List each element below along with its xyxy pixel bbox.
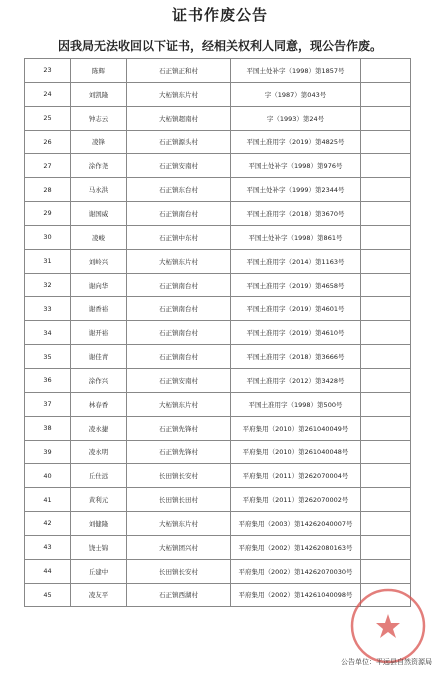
holder-name: 谢佳青 <box>71 345 127 369</box>
address: 石正镇南台村 <box>127 321 231 345</box>
table-row <box>25 440 411 464</box>
address: 石正镇安南村 <box>127 368 231 392</box>
table-row <box>25 345 411 369</box>
holder-name: 马永洪 <box>71 178 127 202</box>
row-number: 33 <box>25 297 71 321</box>
holder-name: 凌锋 <box>71 130 127 154</box>
certificate-number: 平府集用（2010）第261040048号 <box>231 440 361 464</box>
address: 石正镇中东村 <box>127 225 231 249</box>
address: 大柘镇东片村 <box>127 82 231 106</box>
issuing-authority: 公告单位：平远县自然资源局 <box>341 658 432 666</box>
address: 大柘镇东片村 <box>127 392 231 416</box>
holder-name: 涂作兴 <box>71 368 127 392</box>
remarks <box>361 225 411 249</box>
address: 长田镇长安村 <box>127 464 231 488</box>
row-number: 24 <box>25 82 71 106</box>
table-row <box>25 130 411 154</box>
address: 石正镇南台村 <box>127 273 231 297</box>
holder-name: 凌永捷 <box>71 416 127 440</box>
remarks <box>361 512 411 536</box>
holder-name: 丘建中 <box>71 559 127 583</box>
address: 大柘镇东片村 <box>127 512 231 536</box>
row-number: 31 <box>25 249 71 273</box>
holder-name: 钟志云 <box>71 106 127 130</box>
address: 石正镇东台村 <box>127 178 231 202</box>
certificate-number: 平国土准用字（2014）第1163号 <box>231 249 361 273</box>
certificate-number: 平国土准用字（2012）第3428号 <box>231 368 361 392</box>
row-number: 40 <box>25 464 71 488</box>
certificate-number: 字（1993）第24号 <box>231 106 361 130</box>
holder-name: 谢开裕 <box>71 321 127 345</box>
table-row <box>25 154 411 178</box>
remarks <box>361 273 411 297</box>
official-seal-stamp <box>348 586 428 666</box>
address: 长田镇长安村 <box>127 559 231 583</box>
table-row <box>25 512 411 536</box>
row-number: 45 <box>25 583 71 607</box>
remarks <box>361 321 411 345</box>
address: 石正镇南台村 <box>127 202 231 226</box>
table-row <box>25 59 411 83</box>
remarks <box>361 154 411 178</box>
address: 石正镇安南村 <box>127 154 231 178</box>
page-title: 证书作废公告 <box>171 6 268 24</box>
row-number: 41 <box>25 488 71 512</box>
holder-name: 刘岭兴 <box>71 249 127 273</box>
table-row <box>25 321 411 345</box>
certificate-number: 平国土准用字（1998）第500号 <box>231 392 361 416</box>
remarks <box>361 416 411 440</box>
row-number: 26 <box>25 130 71 154</box>
row-number: 34 <box>25 321 71 345</box>
holder-name: 丘仕远 <box>71 464 127 488</box>
table-row <box>25 464 411 488</box>
certificate-number: 平府集用（2002）第14262080163号 <box>231 535 361 559</box>
certificate-number: 平国土处补字（1998）第1857号 <box>231 59 361 83</box>
remarks <box>361 345 411 369</box>
announcement-text: 因我局无法收回以下证书，经相关权利人同意，现公告作废。 <box>57 39 382 53</box>
table-row <box>25 559 411 583</box>
remarks <box>361 178 411 202</box>
address: 石正镇正和村 <box>127 59 231 83</box>
holder-name: 凌峻 <box>71 225 127 249</box>
holder-name: 黄利元 <box>71 488 127 512</box>
holder-name: 林春香 <box>71 392 127 416</box>
row-number: 42 <box>25 512 71 536</box>
address: 石正镇先锋村 <box>127 440 231 464</box>
certificate-number: 平国土准用字（2019）第4601号 <box>231 297 361 321</box>
certificate-number: 平国土准用字（2018）第3670号 <box>231 202 361 226</box>
holder-name: 饶士锦 <box>71 535 127 559</box>
row-number: 44 <box>25 559 71 583</box>
remarks <box>361 559 411 583</box>
certificate-number: 平府集用（2011）第262070004号 <box>231 464 361 488</box>
certificate-number: 平国土准用字（2018）第3666号 <box>231 345 361 369</box>
holder-name: 刘凯隆 <box>71 82 127 106</box>
remarks <box>361 59 411 83</box>
row-number: 35 <box>25 345 71 369</box>
address: 石正镇南台村 <box>127 297 231 321</box>
remarks <box>361 464 411 488</box>
certificate-number: 平国土准用字（2019）第4825号 <box>231 130 361 154</box>
row-number: 27 <box>25 154 71 178</box>
table-row <box>25 82 411 106</box>
remarks <box>361 249 411 273</box>
certificate-number: 平府集用（2003）第14262040007号 <box>231 512 361 536</box>
row-number: 36 <box>25 368 71 392</box>
address: 石正镇西湖村 <box>127 583 231 607</box>
table-row <box>25 249 411 273</box>
certificate-number: 平府集用（2002）第14262070030号 <box>231 559 361 583</box>
holder-name: 谢国威 <box>71 202 127 226</box>
row-number: 28 <box>25 178 71 202</box>
holder-name: 陈辉 <box>71 59 127 83</box>
remarks <box>361 202 411 226</box>
address: 石正镇源头村 <box>127 130 231 154</box>
certificate-number: 平国土处补字（1998）第976号 <box>231 154 361 178</box>
holder-name: 谢香裕 <box>71 297 127 321</box>
address: 大柘镇东片村 <box>127 249 231 273</box>
table-row <box>25 297 411 321</box>
table-row <box>25 225 411 249</box>
row-number: 43 <box>25 535 71 559</box>
certificate-number: 字（1987）第043号 <box>231 82 361 106</box>
holder-name: 凌友平 <box>71 583 127 607</box>
row-number: 30 <box>25 225 71 249</box>
remarks <box>361 106 411 130</box>
row-number: 32 <box>25 273 71 297</box>
row-number: 29 <box>25 202 71 226</box>
remarks <box>361 297 411 321</box>
certificate-table-body <box>25 59 411 607</box>
row-number: 25 <box>25 106 71 130</box>
remarks <box>361 488 411 512</box>
remarks <box>361 82 411 106</box>
certificate-number: 平国土准用字（2019）第4658号 <box>231 273 361 297</box>
address: 长田镇长田村 <box>127 488 231 512</box>
table-row <box>25 273 411 297</box>
address: 石正镇南台村 <box>127 345 231 369</box>
certificate-number: 平国土准用字（2019）第4610号 <box>231 321 361 345</box>
address: 大柘镇超南村 <box>127 106 231 130</box>
certificate-number: 平府集用（2010）第261040049号 <box>231 416 361 440</box>
table-row <box>25 368 411 392</box>
remarks <box>361 440 411 464</box>
remarks <box>361 392 411 416</box>
table-row <box>25 416 411 440</box>
address: 石正镇先锋村 <box>127 416 231 440</box>
remarks <box>361 535 411 559</box>
row-number: 38 <box>25 416 71 440</box>
row-number: 23 <box>25 59 71 83</box>
holder-name: 涂作尧 <box>71 154 127 178</box>
table-row <box>25 392 411 416</box>
table-row <box>25 106 411 130</box>
row-number: 39 <box>25 440 71 464</box>
remarks <box>361 368 411 392</box>
holder-name: 谢向华 <box>71 273 127 297</box>
certificate-number: 平国土处补字（1998）第861号 <box>231 225 361 249</box>
row-number: 37 <box>25 392 71 416</box>
address: 大柘镇团兴村 <box>127 535 231 559</box>
table-row <box>25 202 411 226</box>
table-row <box>25 488 411 512</box>
holder-name: 凌永明 <box>71 440 127 464</box>
certificate-number: 平国土处补字（1999）第2344号 <box>231 178 361 202</box>
certificate-table <box>24 58 411 607</box>
holder-name: 刘健隆 <box>71 512 127 536</box>
remarks <box>361 130 411 154</box>
table-row <box>25 535 411 559</box>
certificate-number: 平府集用（2002）第14261040098号 <box>231 583 361 607</box>
table-row <box>25 178 411 202</box>
certificate-number: 平府集用（2011）第262070002号 <box>231 488 361 512</box>
